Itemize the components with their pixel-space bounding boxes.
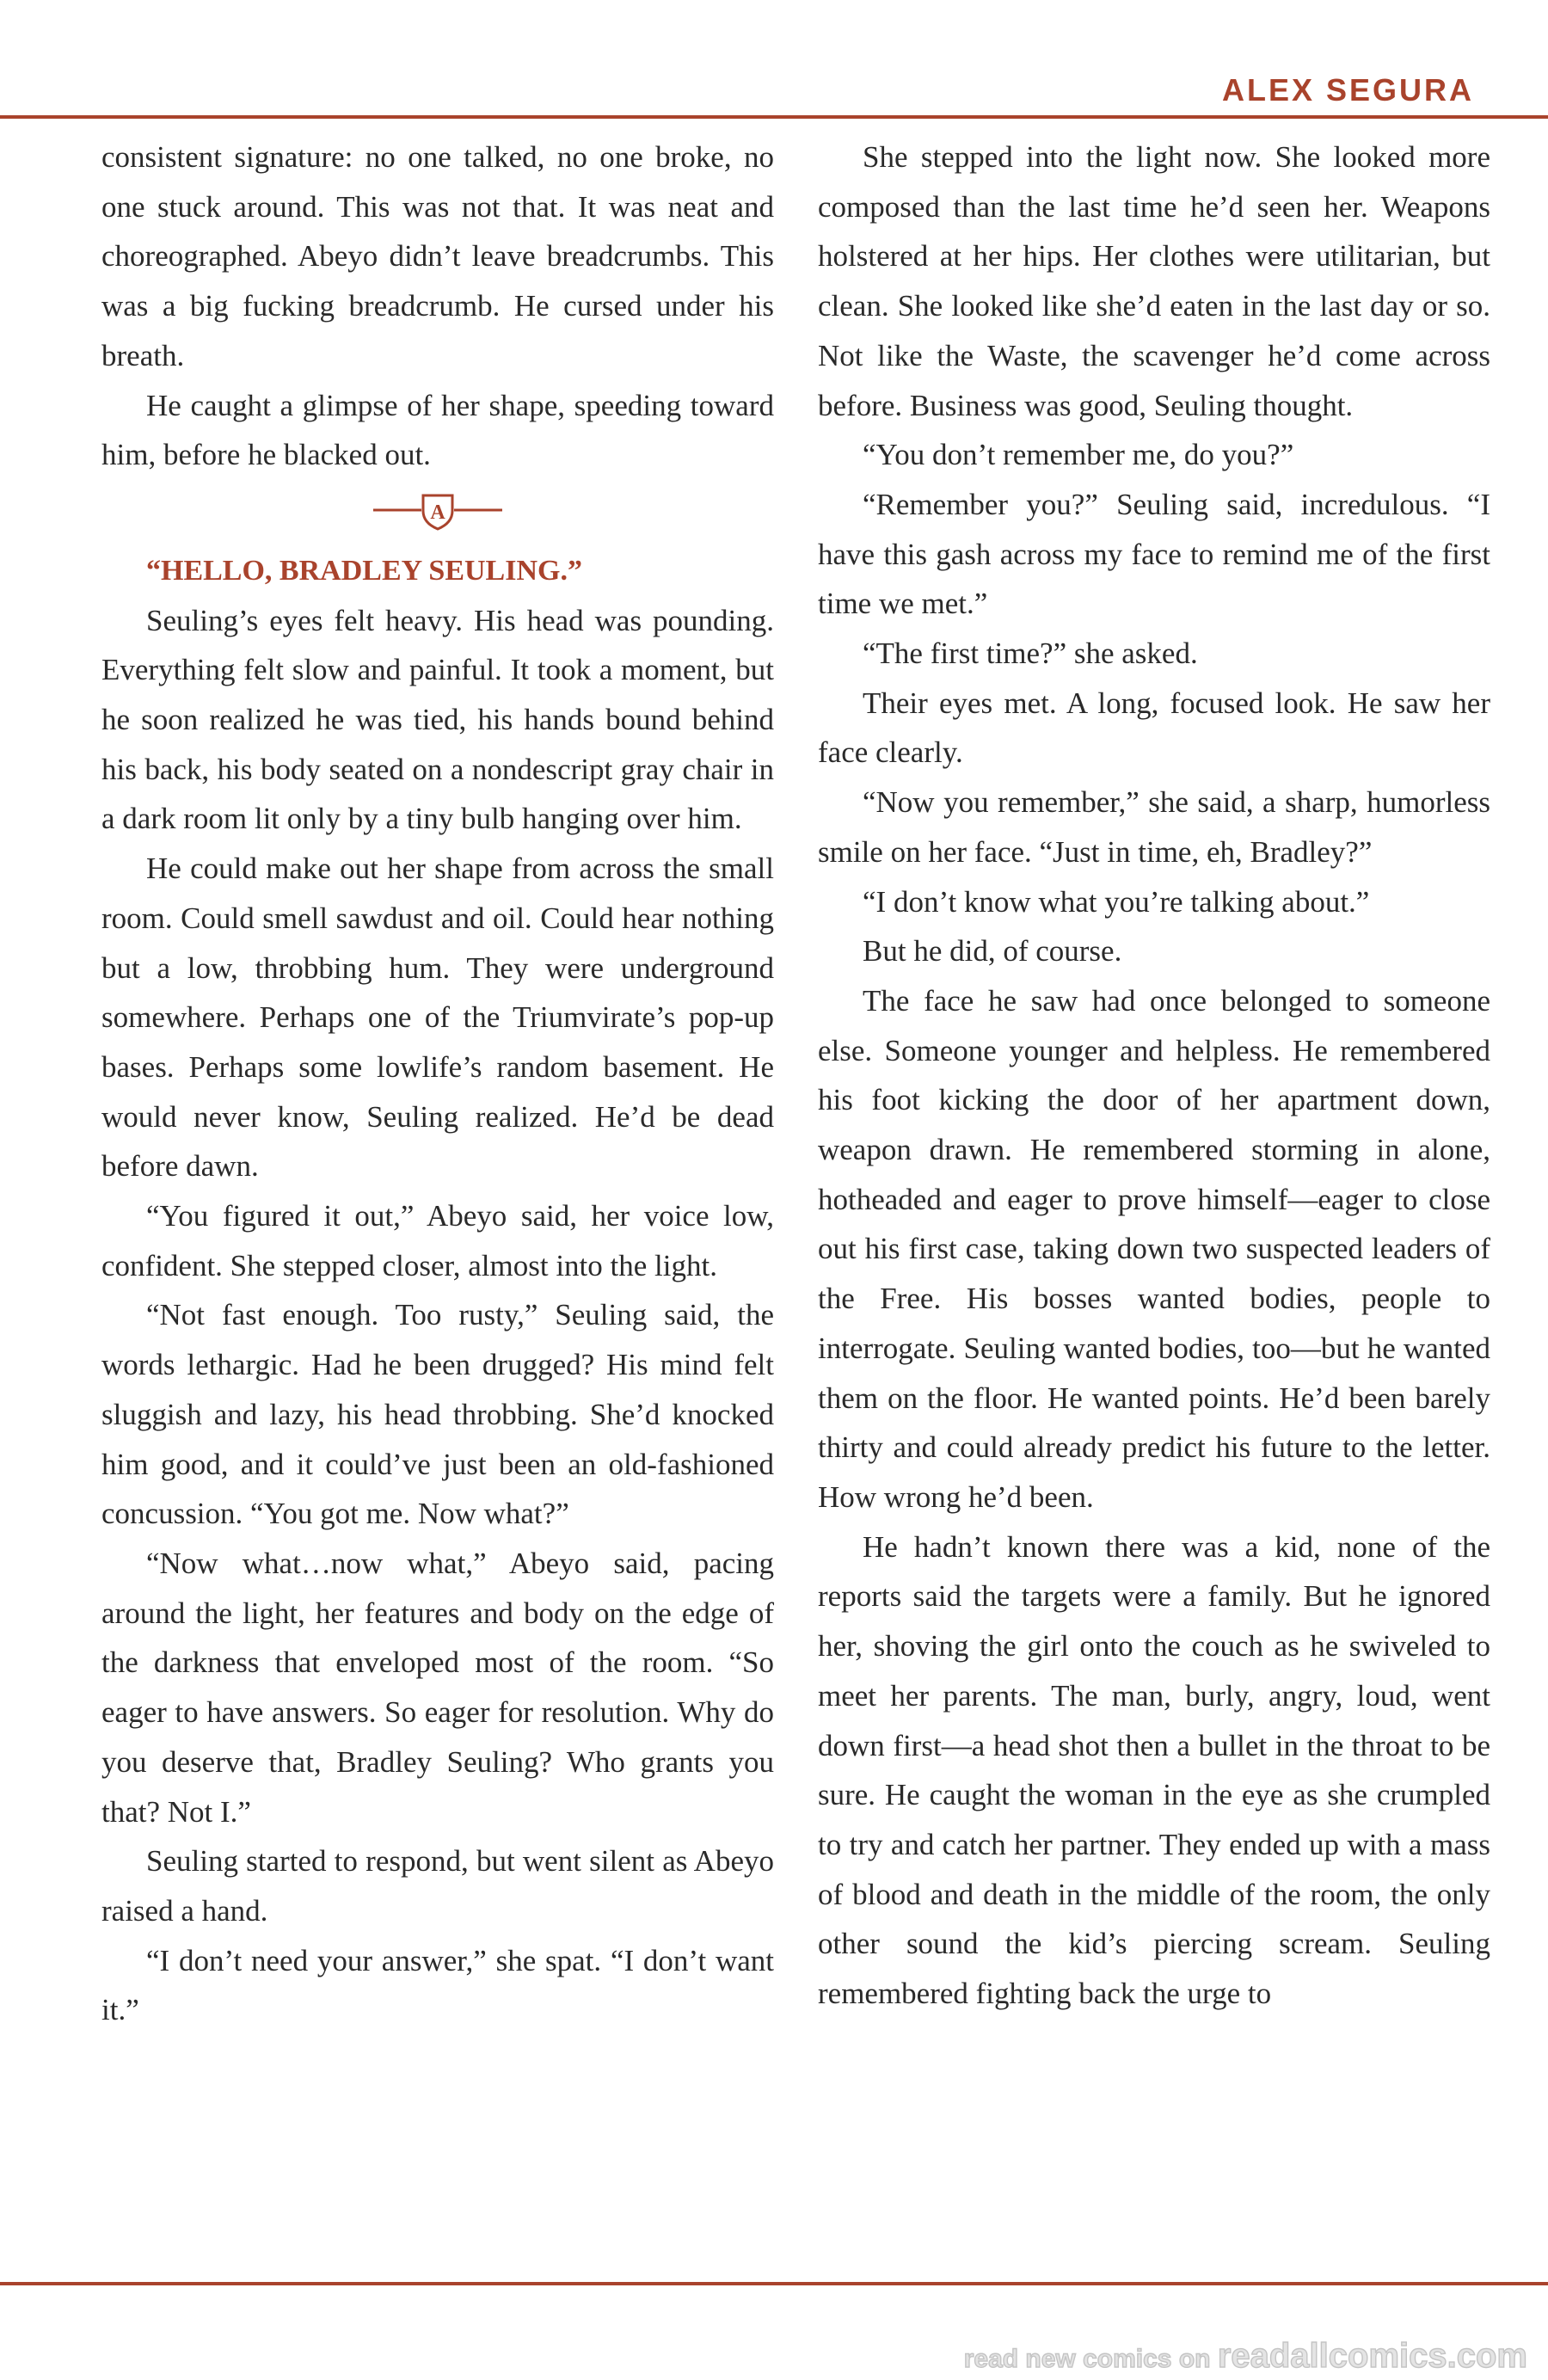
body-paragraph: “I don’t know what you’re talking about.” — [863, 884, 1370, 919]
body-paragraph: He caught a glimpse of her shape, speeding toward him, before he blacked out. — [101, 388, 774, 472]
body-paragraph: “You figured it out,” Abeyo said, her voice low, confident. She stepped closer, almost into the light. — [101, 1199, 774, 1282]
body-paragraph: Seuling started to respond, but went silent as Abeyo raised a hand. — [101, 1844, 774, 1928]
body-paragraph: He could make out her shape from across the small room. Could smell sawdust and oil. Could hear nothing but a low, throbbing hum. They were underground somewhere. Perhaps one of the Triumvirate’s pop-up bases. Perhaps some lowlife’s random basement. He would never know, Seuling realized. He’d be dead before dawn. — [101, 852, 774, 1184]
body-paragraph: consistent signature: no one talked, no one broke, no one stuck around. This was not that. It was neat and choreographed. Abeyo didn’t leave breadcrumbs. This was a big fucking breadcrumb. He cursed under his breath. — [101, 140, 774, 372]
body-paragraph: “Now you remember,” she said, a sharp, humorless smile on her face. “Just in time, eh, Bradley?” — [818, 785, 1490, 869]
body-paragraph: “Not fast enough. Too rusty,” Seuling said, the words lethargic. Had he been drugged? His mind felt sluggish and lazy, his head throbbing. She’d knocked him good, and it could’ve just been an old-fashioned concussion. “You got me. Now what?” — [101, 1298, 774, 1531]
ornament-monogram: A — [430, 501, 445, 524]
body-paragraph: He hadn’t known there was a kid, none of the reports said the targets were a family. But he ignored her, shoving the girl onto the couch as he swiveled to meet her parents. The man, burly, angry, loud, went down first—a head shot then a bullet in the throat to be sure. He caught the woman in the eye as she crumpled to try and catch her partner. They ended up with a mass of blood and death in the middle of the room, the only other sound the kid’s piercing scream. Seuling remembered fighting back the urge to — [818, 1529, 1490, 2011]
body-paragraph: But he did, of course. — [863, 934, 1122, 969]
running-header-author: ALEX SEGURA — [1221, 72, 1474, 108]
scene-opening-line: “HELLO, BRADLEY SEULING.” — [146, 554, 582, 587]
body-paragraph: The face he saw had once belonged to someone else. Someone younger and helpless. He remembered his foot kicking the door of her apartment down, weapon drawn. He remembered storming in alone, hotheaded and eager to prove himself—eager to close out his first case, taking down two suspected leaders of the Free. His bosses wanted bodies, people to interrogate. Seuling wanted bodies, too—but he wanted them on the floor. He wanted points. He’d been barely thirty and could already predict his future to the letter. How wrong he’d been. — [818, 983, 1490, 1514]
body-paragraph: She stepped into the light now. She looked more composed than the last time he’d seen her. Weapons holstered at her hips. Her clothes were utilitarian, but clean. She looked like she’d eaten in the last day or so. Not like the Waste, the scavenger he’d come across before. Business was good, Seuling thought. — [818, 140, 1490, 422]
site-watermark — [964, 2337, 1527, 2376]
footer-rule — [0, 2282, 1548, 2285]
body-paragraph: “Now what…now what,” Abeyo said, pacing around the light, her features and body on the edge of the darkness that enveloped most of the room. “So eager to have answers. So eager for resolution. Why do you deserve that, Bradley Seuling? Who grants you that? Not I.” — [101, 1546, 774, 1829]
left-column — [101, 132, 774, 2035]
right-column — [818, 132, 1490, 2019]
body-paragraph: “Remember you?” Seuling said, incredulous. “I have this gash across my face to remind me of the first time we met.” — [818, 487, 1490, 621]
body-paragraph: Seuling’s eyes felt heavy. His head was pounding. Everything felt slow and painful. It took a moment, but he soon realized he was tied, his hands bound behind his back, his body seated on a nondescript gray chair in a dark room lit only by a tiny bulb hanging over him. — [101, 603, 774, 836]
body-paragraph: “I don’t need your answer,” she spat. “I don’t want it.” — [101, 1943, 774, 2027]
watermark-site: readallcomics.com — [1217, 2337, 1527, 2375]
body-paragraph: “You don’t remember me, do you?” — [863, 438, 1294, 472]
body-paragraph: Their eyes met. A long, focused look. He saw her face clearly. — [818, 686, 1490, 770]
header-rule — [0, 115, 1548, 119]
watermark-prefix: read new comics on — [963, 2345, 1218, 2373]
body-paragraph: “The first time?” she asked. — [863, 637, 1198, 671]
shield-monogram-icon — [373, 489, 502, 532]
scene-break-ornament — [101, 480, 774, 546]
